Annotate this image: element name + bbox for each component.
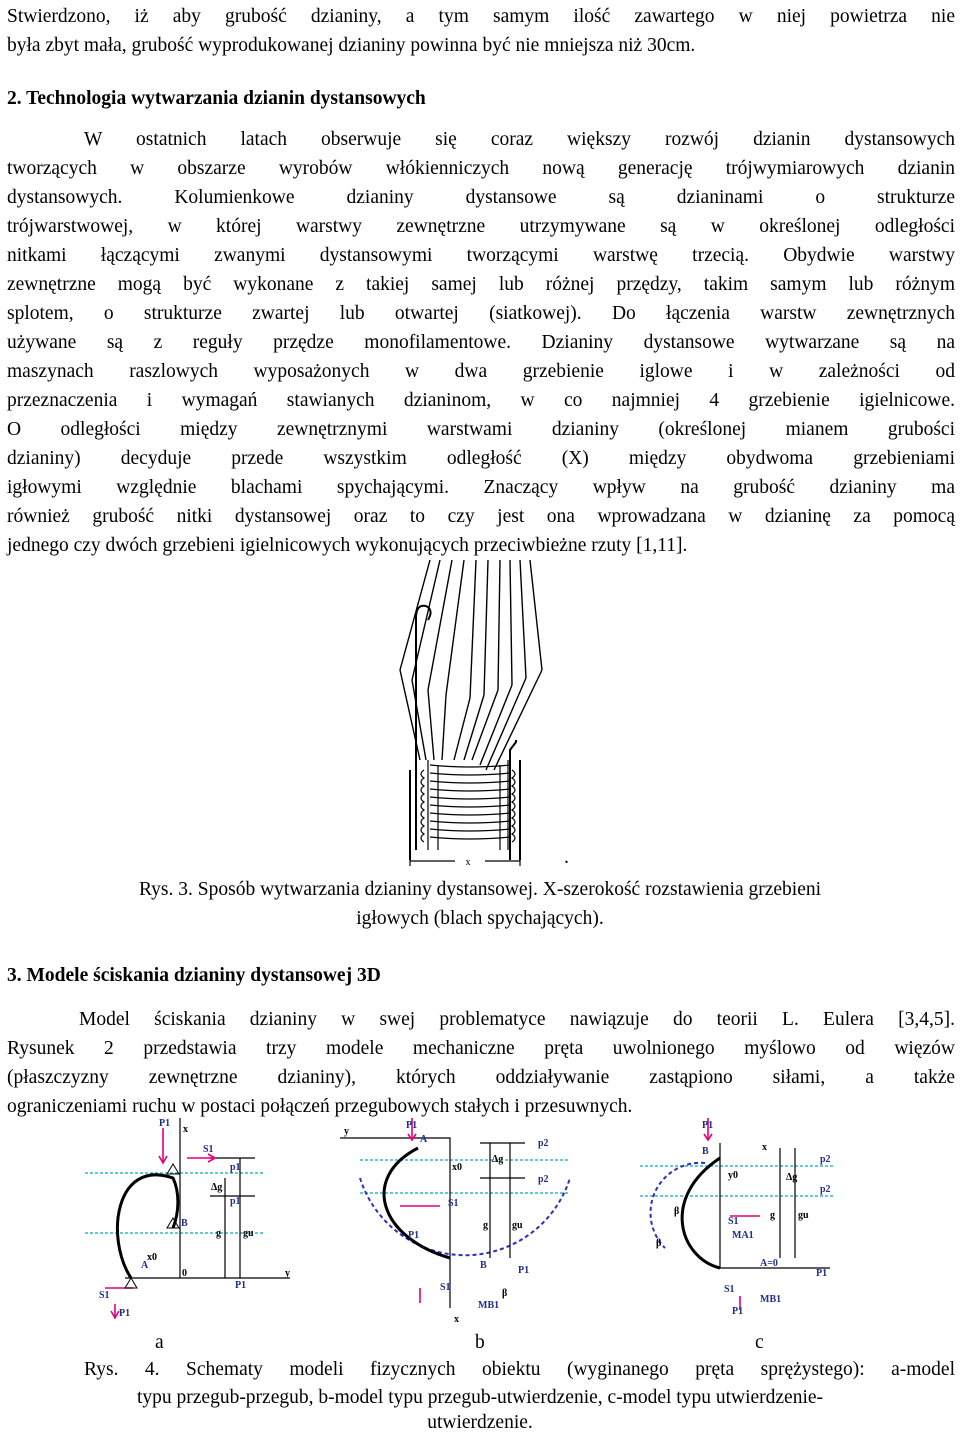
label-c-MB1: MB1: [760, 1294, 782, 1305]
figure-4a-hinge-hinge-diagram: [85, 1118, 305, 1328]
label-b-S1: S1: [448, 1198, 459, 1209]
label-b-A: A: [420, 1134, 428, 1145]
right-sinker: [510, 740, 520, 860]
label-c-delta-g: Δg: [786, 1172, 798, 1183]
figure-4-label-b: b: [475, 1332, 485, 1353]
panel-c-axes: [720, 1143, 830, 1268]
label-a-P1: P1: [159, 1118, 171, 1129]
label-c-x: x: [762, 1142, 767, 1153]
label-a-x: x: [183, 1124, 188, 1135]
section-3-line-2: Rysunek 2 przedstawia trzy modele mechaniczne pręta uwolnionego myślowo od więzów: [7, 1038, 955, 1059]
section-2-line-9: maszynach raszlowych wyposażonych w dwa grzebienie iglowe i w zależności od: [7, 361, 955, 382]
label-a-S1-bottom: S1: [99, 1290, 110, 1301]
figure-3-dot: .: [564, 846, 569, 868]
label-c-beta-lower: β: [656, 1238, 662, 1249]
section-2-line-13: igłowymi względnie blachami spychającymi. Znaczący wpływ na grubość dzianiny ma: [7, 477, 955, 498]
section-2-line-15: jednego czy dwóch grzebieni igielnicowych wykonujących przeciwbieżne rzuty [1,11].: [7, 535, 688, 556]
section-3-line-3: (płaszczyzny zewnętrzne dzianiny), których oddziaływanie zastąpiono siłami, a także: [7, 1067, 955, 1088]
figure-4-caption-line-2: typu przegub-przegub, b-model typu przegub-utwierdzenie, c-model typu utwierdzenie-: [136, 1387, 824, 1408]
panel-c-bent-rod: [682, 1158, 720, 1268]
label-a-g: g: [216, 1228, 221, 1239]
label-a-x0: x0: [147, 1252, 157, 1263]
intro-line-1: Stwierdzono, iż aby grubość dzianiny, a tym samym ilość zawartego w niej powietrza nie: [7, 6, 955, 27]
section-2-heading: 2. Technologia wytwarzania dzianin dystansowych: [7, 88, 426, 109]
label-b-g: g: [483, 1220, 488, 1231]
label-a-p1-top: p1: [230, 1162, 241, 1173]
figure-3-caption-line-2: igłowych (blach spychających).: [356, 908, 604, 929]
label-a-gu: gu: [243, 1228, 254, 1239]
label-a-y: y: [285, 1268, 290, 1279]
section-2-line-12: dzianiny) decyduje przede wszystkim odległość (X) między obydwoma grzebieniami: [7, 448, 955, 469]
section-3-line-1: Model ściskania dzianiny w swej problematyce nawiązuje do teorii L. Eulera [3,4,5].: [79, 1009, 955, 1030]
label-a-p1-mid: p1: [230, 1196, 241, 1207]
label-b-p2-top: p2: [538, 1138, 549, 1149]
label-b-x: x: [454, 1314, 459, 1325]
label-b-x0: x0: [452, 1162, 462, 1173]
section-2-line-1: W ostatnich latach obserwuje się coraz większy rozwój dzianin dystansowych: [84, 129, 955, 150]
label-b-P1: P1: [406, 1120, 418, 1131]
section-2-line-8: używane są z reguły przędze monofilamentowe. Dzianiny dystansowe wytwarzane są na: [7, 332, 955, 353]
label-a-S1: S1: [203, 1144, 214, 1155]
figure-4c-fixed-fixed-diagram: [620, 1118, 840, 1328]
figure-4-caption-line-3: utwierdzenie.: [427, 1412, 533, 1433]
panel-c-force-arrows: [704, 1118, 760, 1310]
label-c-p2-top: p2: [820, 1154, 831, 1165]
label-b-P1-mid: P1: [408, 1230, 420, 1241]
label-a-delta-g: Δg: [211, 1182, 223, 1193]
figure-3-knitting-diagram: [380, 560, 580, 870]
label-b-p2-mid: p2: [538, 1174, 549, 1185]
section-2-line-10: przeznaczenia i wymagań stawianych dzianinom, w co najmniej 4 grzebienie igielnicowe.: [7, 390, 955, 411]
label-c-MA1: MA1: [732, 1230, 754, 1241]
section-2-line-3: dystansowych. Kolumienkowe dzianiny dystansowe są dzianinami o strukturze: [7, 187, 955, 208]
intro-line-2: była zbyt mała, grubość wyprodukowanej dzianiny powinna być nie mniejsza niż 30cm.: [7, 35, 696, 56]
figure-4-caption-line-1: Rys. 4. Schematy modeli fizycznych obiektu (wyginanego pręta sprężystego): a-model: [84, 1359, 955, 1380]
section-2-line-2: tworzących w obszarze wyrobów włókienniczych nową generację trójwymiarowych dzianin: [7, 158, 955, 179]
label-c-P1-right: P1: [816, 1268, 828, 1279]
label-a-0: 0: [182, 1268, 187, 1279]
label-b-beta: β: [502, 1288, 508, 1299]
label-a-B: B: [181, 1218, 188, 1229]
spacer-loops: [421, 760, 515, 850]
label-b-y: y: [344, 1126, 349, 1137]
panel-b-force-arrows: [400, 1118, 440, 1303]
section-2-line-11: O odległości między zewnętrznymi warstwami dzianiny (określonej mianem grubości: [7, 419, 955, 440]
label-b-S1-bottom: S1: [440, 1282, 451, 1293]
label-c-p2-mid: p2: [820, 1184, 831, 1195]
label-c-P1: P1: [702, 1120, 714, 1131]
label-c-P1-bottom: P1: [732, 1306, 744, 1317]
label-b-delta-g: Δg: [492, 1154, 504, 1165]
label-c-S1-bottom: S1: [724, 1284, 735, 1295]
x-dimension-label: x: [465, 857, 471, 868]
label-c-S1: S1: [728, 1216, 739, 1227]
label-a-P1-lower: P1: [119, 1308, 131, 1319]
panel-a-force-arrows: [105, 1128, 215, 1318]
label-b-P1-right: P1: [518, 1265, 530, 1276]
label-b-MB1: MB1: [478, 1300, 500, 1311]
figure-4-label-c: c: [755, 1332, 764, 1353]
section-2-line-6: zewnętrzne mogą być wykonane z takiej samej lub różnej przędzy, takim samym lub różnym: [7, 274, 955, 295]
label-b-B: B: [480, 1260, 487, 1271]
section-2-line-4: trójwarstwowej, w której warstwy zewnętrzne utrzymywane są w określonej odległości: [7, 216, 955, 237]
figure-4b-hinge-fixed-diagram: [340, 1118, 580, 1328]
label-c-beta-left: β: [674, 1206, 680, 1217]
section-2-line-7: splotem, o strukturze zwartej lub otwartej (siatkowej). Do łączenia warstw zewnętrznych: [7, 303, 955, 324]
label-c-gu: gu: [798, 1210, 809, 1221]
figure-4-label-a: a: [155, 1332, 164, 1353]
label-c-y0: y0: [728, 1170, 738, 1181]
section-3-line-4: ograniczeniami ruchu w postaci połączeń przegubowych stałych i przesuwnych.: [7, 1096, 633, 1117]
section-3-heading: 3. Modele ściskania dzianiny dystansowej 3D: [7, 965, 381, 986]
label-b-gu: gu: [512, 1220, 523, 1231]
label-c-g: g: [770, 1210, 775, 1221]
label-a-A: A: [141, 1260, 149, 1271]
label-c-B: B: [702, 1146, 709, 1157]
section-2-line-5: nitkami łączącymi zwanymi dystansowymi tworzącymi warstwę trzecią. Obydwie warstwy: [7, 245, 955, 266]
label-a-P1-bottom: P1: [235, 1280, 247, 1291]
guide-threads: [400, 560, 542, 770]
label-c-A0: A=0: [760, 1258, 778, 1269]
panel-b-bent-rod: [384, 1148, 450, 1258]
section-2-line-14: również grubość nitki dystansowej oraz to czy jest ona wprowadzana w dzianinę za pomocą: [7, 506, 955, 527]
figure-3-caption-line-1: Rys. 3. Sposób wytwarzania dzianiny dystansowej. X-szerokość rozstawienia grzebieni: [138, 879, 822, 900]
